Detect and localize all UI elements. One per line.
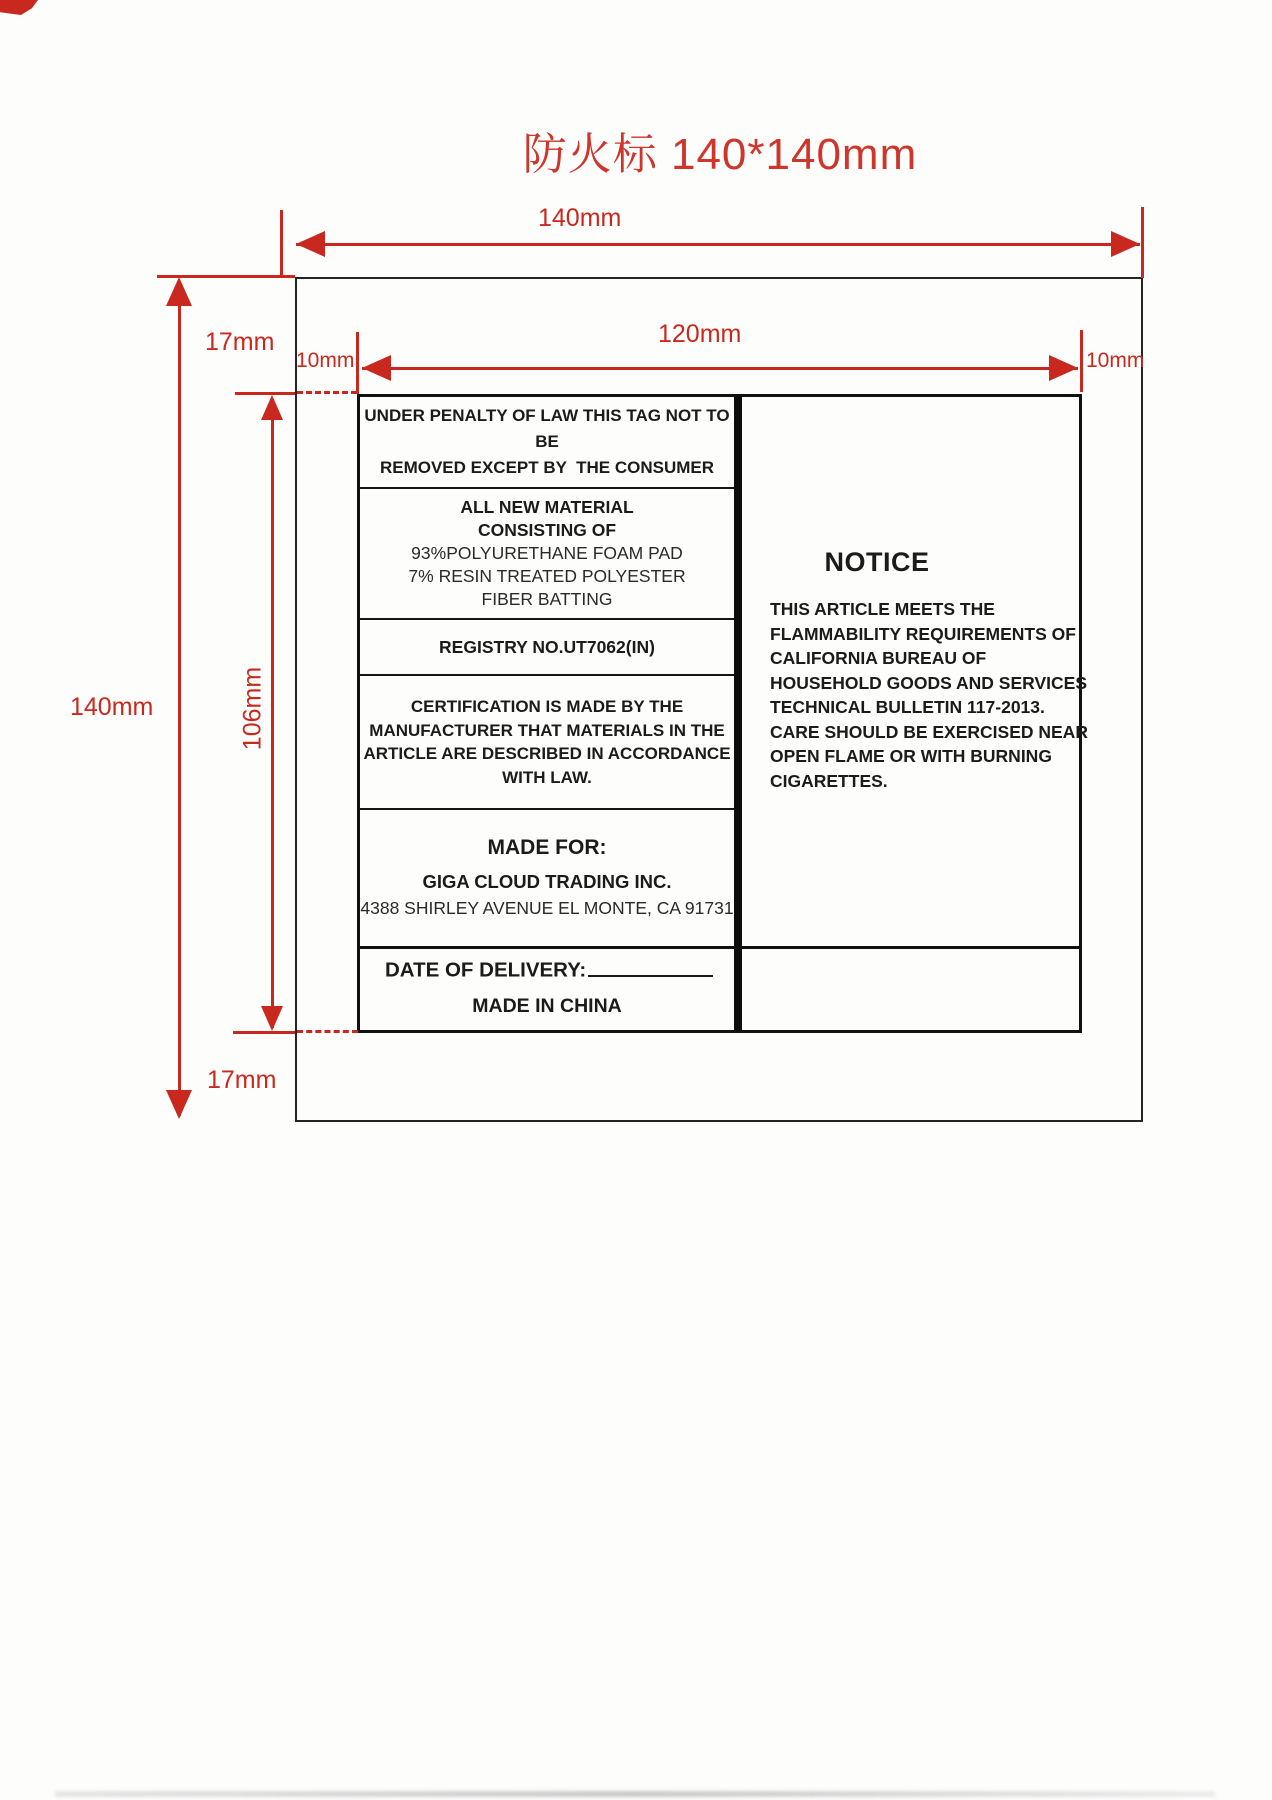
registry-section xyxy=(360,620,734,674)
origin-line: MADE IN CHINA xyxy=(472,994,622,1017)
material-line: 93%POLYURETHANE FOAM PAD xyxy=(411,543,683,563)
arrowhead-right-icon xyxy=(1111,231,1140,257)
material-heading: ALL NEW MATERIAL xyxy=(460,497,634,517)
extension-tick xyxy=(157,275,295,278)
notice-line: TECHNICAL BULLETIN 117-2013. xyxy=(770,697,1045,717)
outer-height-dimension-line xyxy=(178,281,181,1116)
extension-tick xyxy=(233,1031,295,1034)
arrowhead-left-icon xyxy=(296,231,325,257)
inner-width-dimension-line xyxy=(362,367,1078,370)
margin-bottom-dimension-label: 17mm xyxy=(207,1066,277,1094)
certification-line: CERTIFICATION IS MADE BY THE xyxy=(410,697,684,716)
extension-tick xyxy=(235,392,295,395)
outer-height-dimension-label: 140mm xyxy=(70,693,154,721)
arrowhead-up-icon xyxy=(261,395,283,420)
made-for-heading: MADE FOR: xyxy=(487,835,607,859)
outer-width-dimension-line xyxy=(296,243,1140,246)
corner-red-artifact xyxy=(0,0,38,15)
material-section xyxy=(360,489,734,618)
notice-heading: NOTICE xyxy=(824,547,930,577)
inner-height-dimension-label: 106mm xyxy=(238,666,267,751)
bottom-smudge-artifact xyxy=(55,1791,1215,1797)
notice-line: CARE SHOULD BE EXERCISED NEAR xyxy=(770,721,1088,742)
company-address: 4388 SHIRLEY AVENUE EL MONTE, CA 91731 xyxy=(360,897,734,918)
delivery-date-blank-line xyxy=(588,954,713,977)
delivery-section xyxy=(360,946,734,1030)
company-name: GIGA CLOUD TRADING INC. xyxy=(422,870,672,892)
margin-top-dimension-label: 17mm xyxy=(205,328,275,356)
inner-height-dimension-line xyxy=(271,399,274,1028)
notice-paragraph xyxy=(770,597,1088,793)
arrowhead-up-icon xyxy=(166,277,192,306)
penalty-line: UNDER PENALTY OF LAW THIS TAG NOT TO BE xyxy=(364,406,735,451)
label-left-column xyxy=(360,397,734,1030)
material-line: FIBER BATTING xyxy=(481,589,613,609)
material-heading: CONSISTING OF xyxy=(477,520,617,540)
page-title: 防火标 140*140mm xyxy=(522,130,918,179)
margin-right-dimension-label: 10mm xyxy=(1086,349,1145,372)
notice-line: THIS ARTICLE MEETS THE xyxy=(770,599,995,619)
extension-tick xyxy=(1141,207,1144,278)
certification-section xyxy=(360,676,734,808)
arrowhead-left-icon xyxy=(362,355,391,381)
notice-line: HOUSEHOLD GOODS AND SERVICES xyxy=(770,672,1087,693)
outer-width-dimension-label: 140mm xyxy=(538,204,622,232)
notice-line: CALIFORNIA BUREAU OF xyxy=(770,648,987,668)
margin-left-dimension-label: 10mm xyxy=(296,349,355,372)
notice-line: OPEN FLAME OR WITH BURNING xyxy=(770,746,1052,766)
arrowhead-down-icon xyxy=(261,1006,283,1031)
penalty-section xyxy=(360,397,734,487)
certification-line: ARTICLE ARE DESCRIBED IN ACCORDANCE xyxy=(363,744,731,763)
penalty-line: REMOVED EXCEPT BY THE CONSUMER xyxy=(379,458,715,477)
column-divider xyxy=(734,396,742,1031)
notice-line: FLAMMABILITY REQUIREMENTS OF xyxy=(770,623,1076,644)
notice-line: CIGARETTES. xyxy=(770,770,888,791)
made-for-section xyxy=(360,810,734,943)
delivery-date-label: DATE OF DELIVERY: xyxy=(385,958,587,982)
certification-line: MANUFACTURER THAT MATERIALS IN THE xyxy=(369,720,725,740)
dashed-extension-line xyxy=(297,1030,358,1033)
material-line: 7% RESIN TREATED POLYESTER xyxy=(408,566,686,586)
inner-width-dimension-label: 120mm xyxy=(658,320,742,348)
registry-number: REGISTRY NO.UT7062(IN) xyxy=(439,636,655,657)
certification-line: WITH LAW. xyxy=(502,767,592,787)
label-right-column xyxy=(742,397,1088,793)
dashed-extension-line xyxy=(297,391,357,394)
extension-tick xyxy=(280,210,283,277)
delivery-date-row xyxy=(360,954,734,983)
arrowhead-right-icon xyxy=(1049,355,1078,381)
arrowhead-down-icon xyxy=(166,1090,192,1119)
extension-tick xyxy=(1080,330,1083,392)
extension-tick xyxy=(356,332,359,394)
